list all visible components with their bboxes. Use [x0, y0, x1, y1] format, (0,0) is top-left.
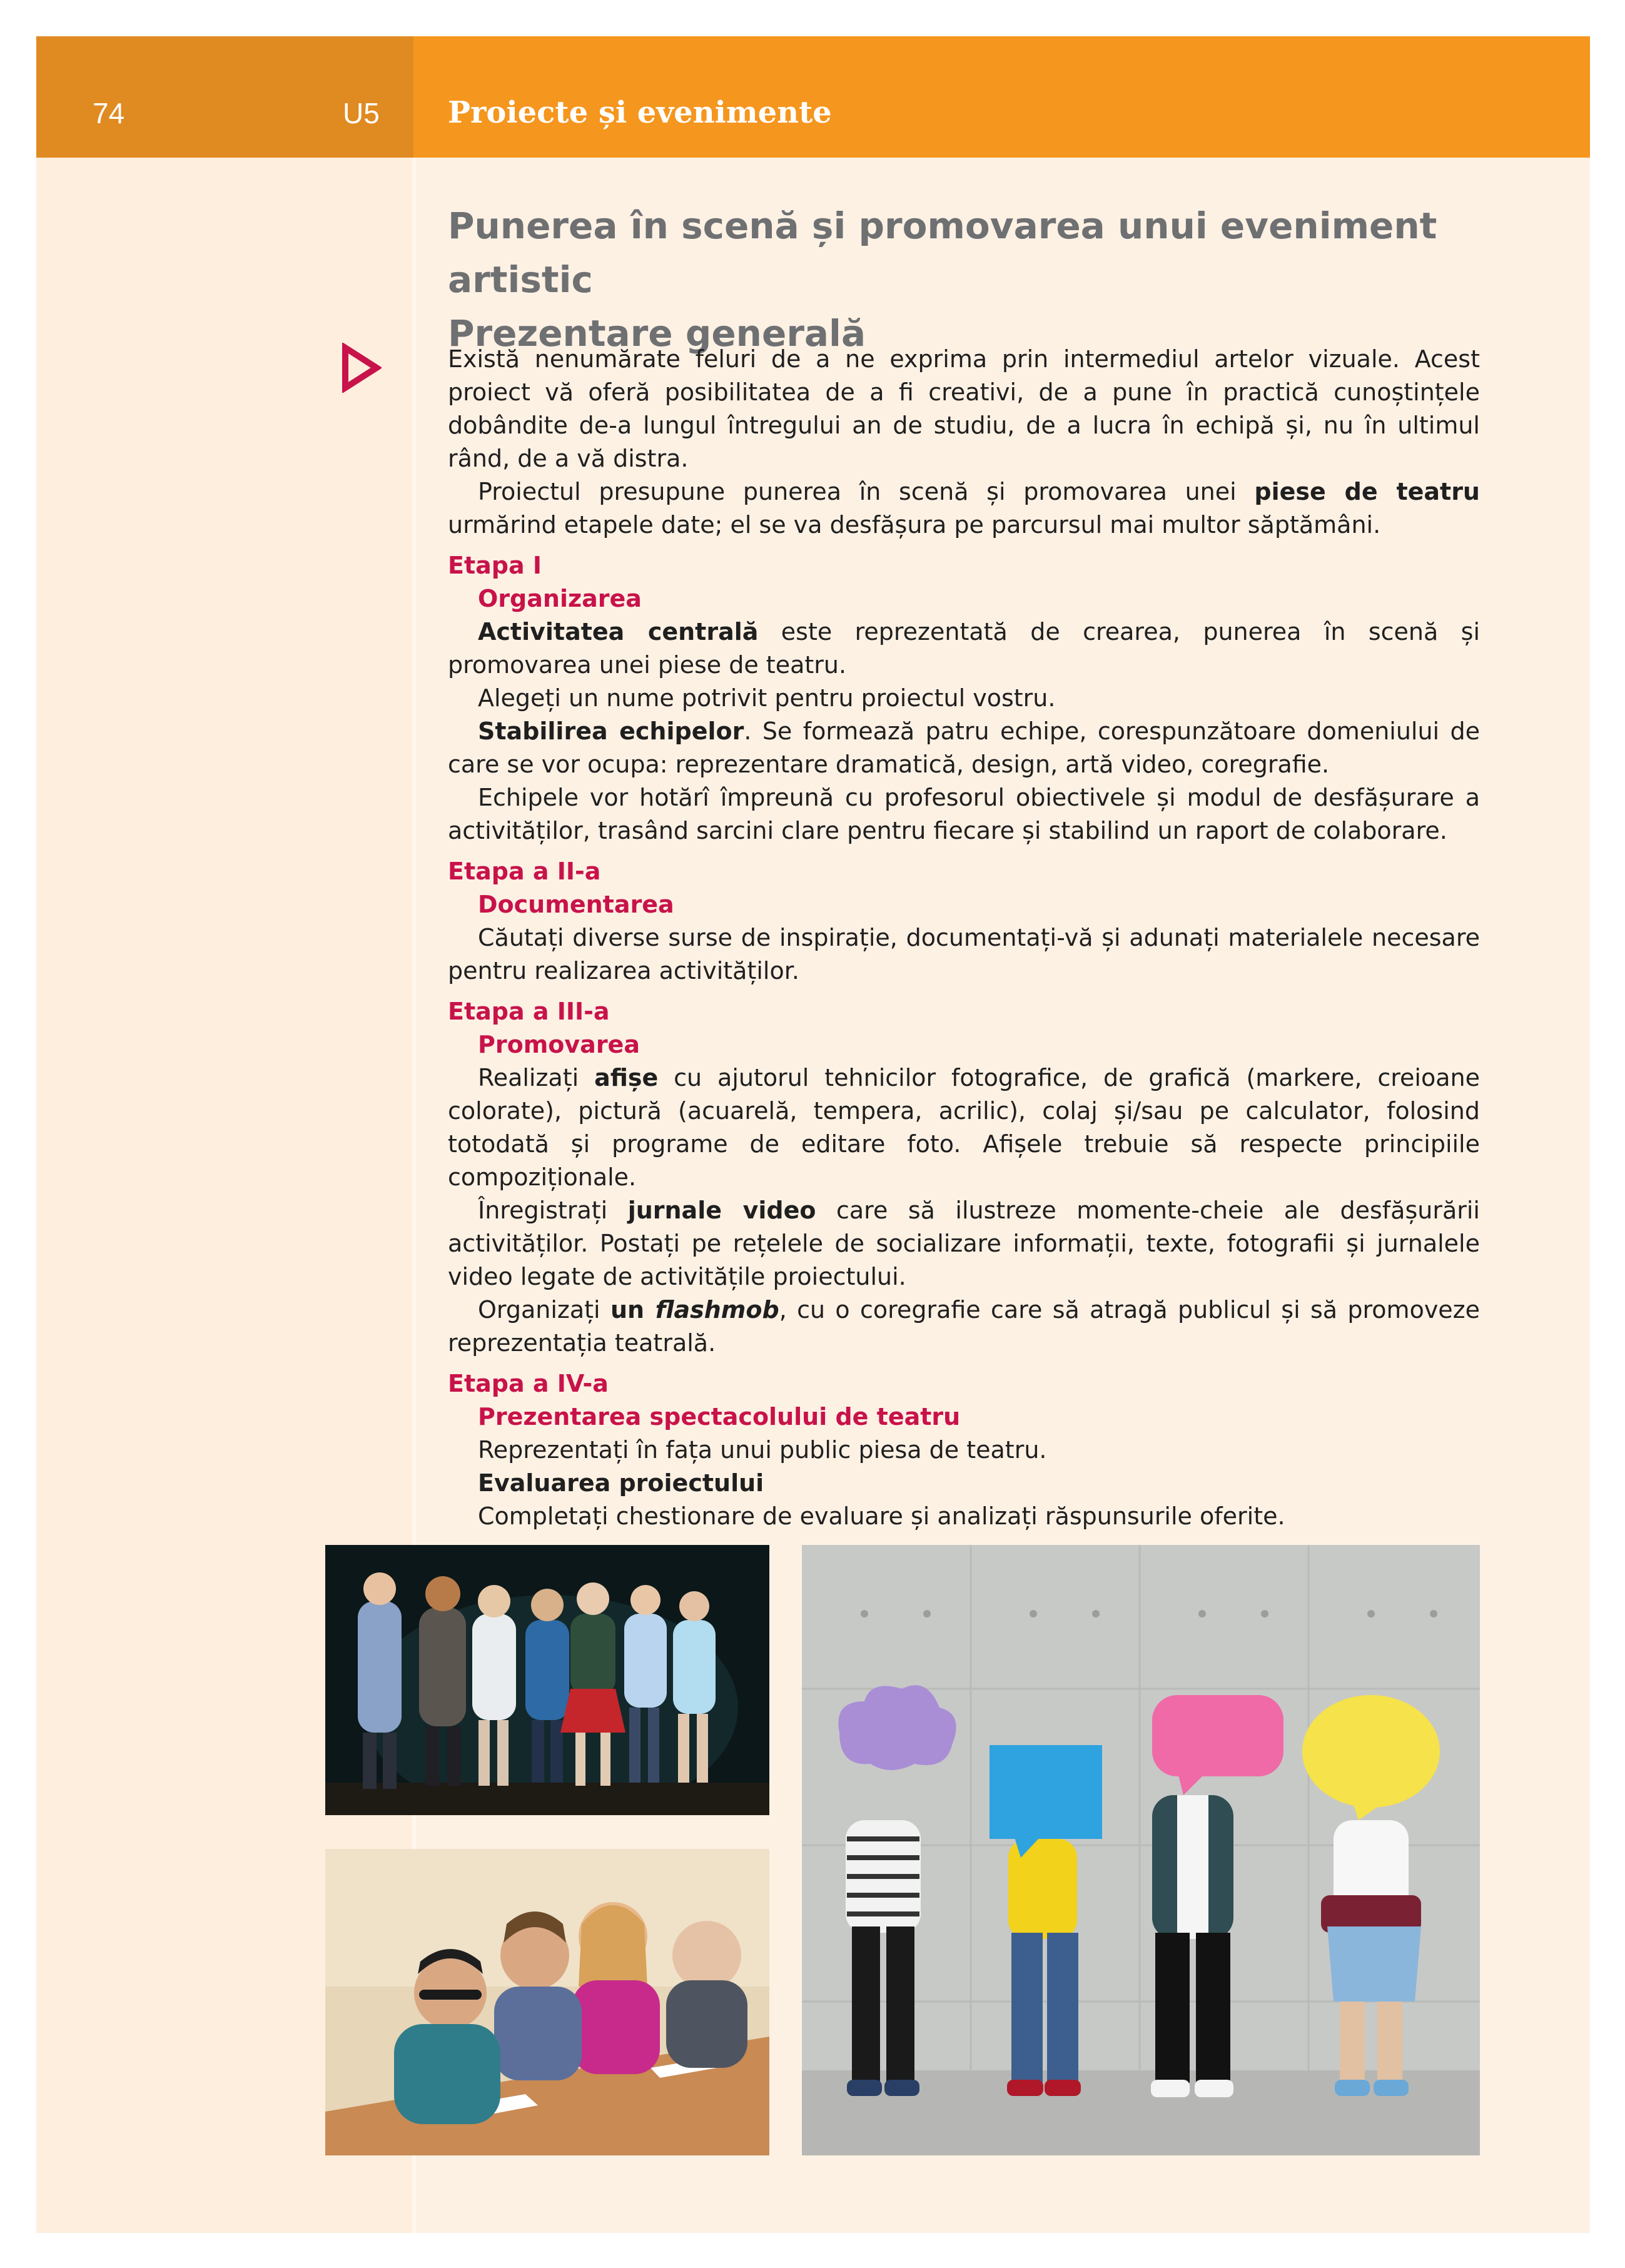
etapa-1-subheading: Organizarea: [478, 585, 642, 612]
main-content: [448, 343, 1480, 1533]
intro-paragraph-2: Proiectul presupune punerea în scenă și promovarea unei piese de teatru urmărind etapele date; el se va desfășura pe parcursul mai multor săptămâni.: [448, 478, 1480, 539]
etapa-2-paragraph: Căutați diverse surse de inspirație, documentați-vă și adunați materialele necesare pentru realizarea activităților.: [448, 924, 1480, 985]
etapa-3-paragraph-b: Înregistrați jurnale video care să ilustreze momente-cheie ale desfășurării activităților. Postați pe rețelele de socializare informații, texte, fotografii și jurnalele video legate de activitățile proiectului.: [448, 1197, 1480, 1290]
photo-speech-bubbles: [802, 1545, 1480, 2155]
etapa-4-paragraph-a: Reprezentați în fața unui public piesa de teatru.: [478, 1436, 1047, 1464]
etapa-4-paragraph-b: Completați chestionare de evaluare și analizați răspunsurile oferite.: [478, 1502, 1285, 1530]
etapa-4-subheading: Prezentarea spectacolului de teatru: [478, 1403, 961, 1430]
etapa-2-subheading: Documentarea: [478, 891, 674, 918]
page-title: [448, 199, 1574, 360]
title-line-1: Punerea în scenă și promovarea unui eveniment artistic: [448, 205, 1437, 301]
photo-theatre-stage: [325, 1545, 769, 1815]
intro-paragraph-1: Există nenumărate feluri de a ne exprima prin intermediul artelor vizuale. Acest proiect vă oferă posibilitatea de a fi creativi, de a pune în practică cunoștințele dobândite de-a lungul întregului an de studiu, de a lucra în echipă și, nu în ultimul rând, de a vă distra.: [448, 345, 1480, 472]
page-number: 74: [93, 97, 125, 129]
etapa-1-paragraph-c: Stabilirea echipelor. Se formează patru echipe, corespunzătoare domeniului de care se vor ocupa: reprezentare dramatică, design, artă video, coregrafie.: [448, 717, 1480, 778]
play-triangle-icon: [340, 343, 382, 393]
etapa-1-paragraph-a: Activitatea centrală este reprezentată de crearea, punerea în scenă și promovarea unei piese de teatru.: [448, 618, 1480, 679]
etapa-4-heading: Etapa a IV-a: [448, 1370, 609, 1397]
title-line-2: Prezentare generală: [448, 312, 866, 355]
etapa-2-heading: Etapa a II-a: [448, 858, 601, 885]
etapa-3-paragraph-c: Organizați un flashmob, cu o coregrafie care să atragă publicul și să promoveze reprezentația teatrală.: [448, 1296, 1481, 1357]
etapa-4-subheading-2: Evaluarea proiectului: [478, 1469, 764, 1497]
etapa-3-subheading: Promovarea: [478, 1031, 640, 1058]
etapa-3-paragraph-a: Realizați afișe cu ajutorul tehnicilor fotografice, de grafică (markere, creioane colorate), pictură (acuarelă, tempera, acrilic), colaj și/sau pe calculator, folosind totodată și programe de editare foto. Afișele trebuie să respecte principiile compoziționale.: [448, 1064, 1480, 1191]
photo-students-desk: [325, 1849, 769, 2155]
unit-label: U5: [343, 97, 380, 129]
etapa-1-heading: Etapa I: [448, 552, 542, 579]
etapa-3-heading: Etapa a III-a: [448, 998, 610, 1025]
etapa-1-paragraph-b: Alegeți un nume potrivit pentru proiectul vostru.: [478, 684, 1056, 712]
etapa-1-paragraph-d: Echipele vor hotărî împreună cu profesorul obiectivele și modul de desfășurare a activităților, trasând sarcini clare pentru fiecare și stabilind un raport de colaborare.: [448, 784, 1480, 844]
section-title: Proiecte și evenimente: [448, 95, 832, 130]
